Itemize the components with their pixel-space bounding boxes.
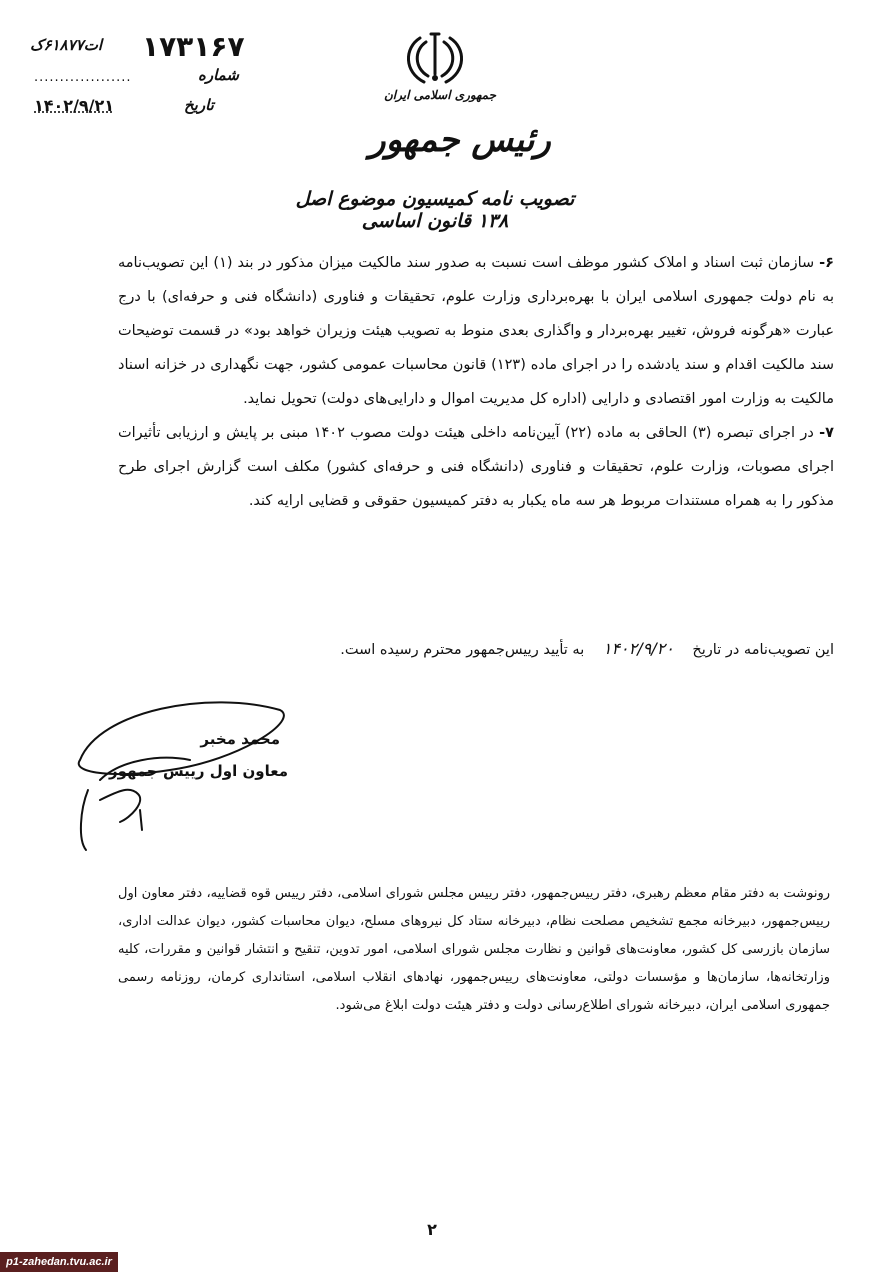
country-name: جمهوری اسلامی ایران: [383, 88, 497, 102]
office-title: رئیس جمهور: [369, 120, 551, 160]
approval-date: ۱۴۰۲/۹/۲۰: [602, 639, 674, 658]
paragraph-6: [118, 246, 834, 416]
body-text: [118, 246, 834, 518]
paragraph-7-text: در اجرای تبصره (۳) الحاقی به ماده (۲۲) آیین‌نامه داخلی هیئت دولت مصوب ۱۴۰۲ مبنی بر پایش و ارزیابی تأثیرات اجرای مصوبات، وزارت علوم، تحقیقات و فناوری (دانشگاه فنی و حرفه‌ای کشور) مکلف است گزارش اجرای طرح مذکور را به همراه مستندات مربوط هر سه ماه یکبار به دفتر کمیسیون حقوقی و قضایی ارایه کند.: [118, 425, 834, 509]
iran-emblem-icon: [400, 28, 470, 86]
paragraph-7: [118, 416, 834, 518]
document-subject: تصویب نامه کمیسیون موضوع اصل ۱۳۸ قانون اساسی: [295, 188, 575, 232]
approval-after: به تأیید رییس‌جمهور محترم رسیده است.: [340, 642, 585, 658]
paragraph-7-number: ۷-: [819, 425, 834, 441]
signatory-title: معاون اول رییس جمهور: [108, 762, 288, 780]
paragraph-6-number: ۶-: [819, 255, 834, 271]
approval-before: این تصویب‌نامه در تاریخ: [692, 642, 834, 658]
number-dots: ...................: [34, 70, 132, 85]
paragraph-6-text: سازمان ثبت اسناد و املاک کشور موظف است نسبت به صدور سند مالکیت میزان مذکور در بند (۱) این تصویب‌نامه به نام دولت جمهوری اسلامی ایران با بهره‌برداری وزارت علوم، تحقیقات و فناوری (دانشگاه فنی و حرفه‌ای) با درج عبارت «هرگونه فروش، تغییر بهره‌بردار و واگذاری بعدی منوط به تصویب هیئت وزیران خواهد بود» در قسمت توضیحات سند مالکیت اقدام و سند یادشده را در اجرای ماده (۱۲۳) قانون محاسبات عمومی کشور، جهت نگهداری در خزانه اسناد مالکیت به وزارت امور اقتصادی و دارایی (اداره کل مدیریت اموال و دارایی‌های دولت) تحویل نماید.: [118, 255, 834, 407]
letter-ref: ات۶۱۸۷۷ک: [30, 36, 103, 54]
number-label: شماره: [198, 66, 239, 84]
source-watermark: p1-zahedan.tvu.ac.ir: [0, 1252, 118, 1272]
letter-meta: [30, 30, 270, 120]
cc-list: رونوشت به دفتر مقام معظم رهبری، دفتر رییس‌جمهور، دفتر رییس مجلس شورای اسلامی، دفتر رییس قوه قضاییه، دفتر معاون اول رییس‌جمهور، دبیرخانه مجمع تشخیص مصلحت نظام، دبیرخانه ستاد کل نیروهای مسلح، دیوان محاسبات کشور، دیوان عدالت اداری، سازمان بازرسی کل کشور، معاونت‌های قوانین و نظارت مجلس شورای اسلامی، امور تدوین، تنقیح و انتشار قوانین و مقررات، کلیه وزارتخانه‌ها، سازمان‌ها و مؤسسات دولتی، معاونت‌های رییس‌جمهور، نهادهای انقلاب اسلامی، استانداری کرمان، روزنامه رسمی جمهوری اسلامی ایران، دبیرخانه شورای اطلاع‌رسانی دولت و دفتر هیئت دولت ابلاغ می‌شود.: [118, 886, 830, 1013]
letter-number: ۱۷۳۱۶۷: [142, 30, 245, 63]
signatory-name: محمد مخبر: [200, 730, 280, 748]
letter-date: ۱۴۰۲/۹/۲۱: [34, 96, 115, 115]
page-number: ۲: [427, 1220, 437, 1239]
approval-line: [118, 632, 834, 667]
date-label: تاریخ: [184, 96, 214, 114]
